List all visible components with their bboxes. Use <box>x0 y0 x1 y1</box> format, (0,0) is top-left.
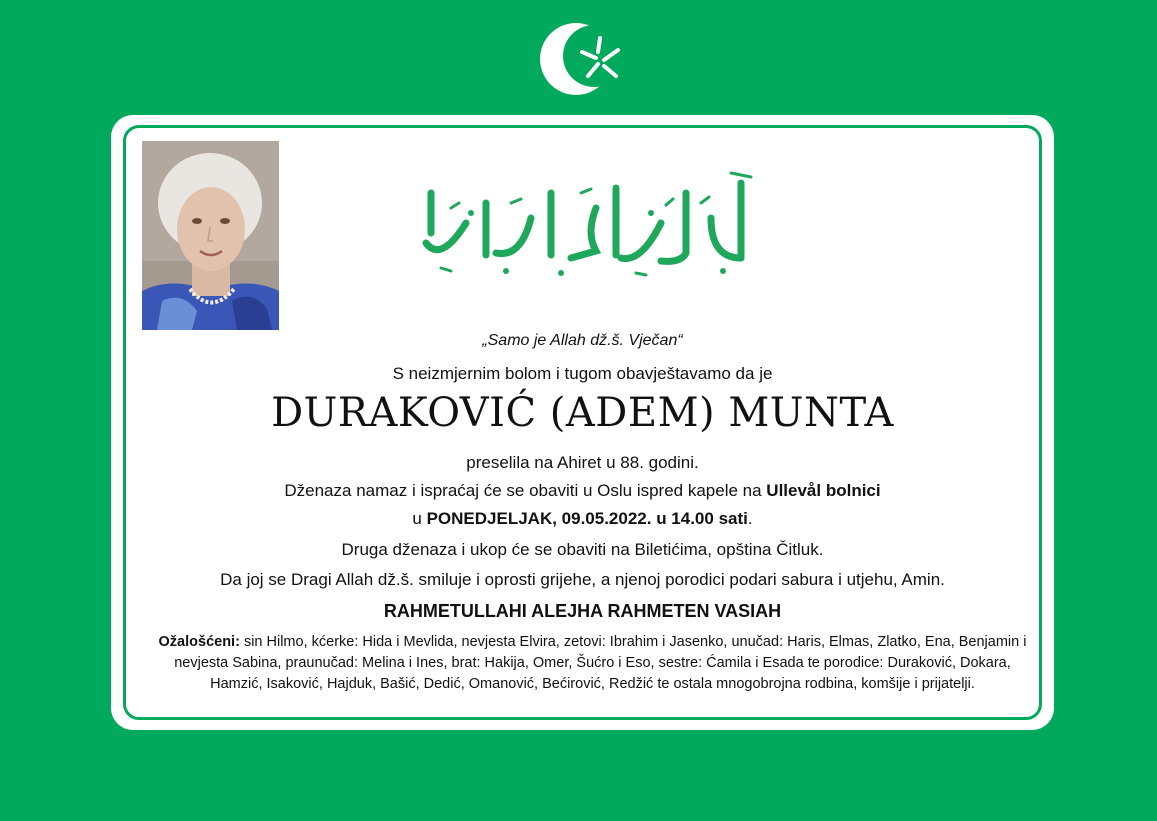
prayer-line: RAHMETULLAHI ALEJHA RAHMETEN VASIAH <box>383 601 782 621</box>
arabic-calligraphy-icon <box>411 163 776 293</box>
age-line: preselila na Ahiret u 88. godini. <box>466 453 699 472</box>
funeral-date-prefix: u <box>412 509 427 528</box>
hospital-name: Ullevål bolnici <box>766 481 881 500</box>
mourners-text: sin Hilmo, kćerke: Hida i Mevlida, nevjesta Elvira, zetovi: Ibrahim i Jasenko, unučad: Haris, Elmas, Zlatko, Ena, Benjamin i nevjesta Sabina, praunučad: Melina i Ines, brat: Hakija, Omer, Šućro i Eso, sestre: Ćamila i Esada te porodice: Duraković, Dokara, Hamzić, Isaković, Hajduk, Bašić, Dedić, Omanović, Bećirović, Redžić te ostala mnogobrojna rodbina, komšije i prijatelji. <box>174 634 1027 692</box>
motto: „Samo je Allah dž.š. Vječan“ <box>482 332 683 349</box>
funeral-date-line <box>111 509 1054 529</box>
burial-line: Druga dženaza i ukop će se obaviti na Biletićima, opština Čitluk. <box>341 540 824 559</box>
deceased-name: DURAKOVIĆ (ADEM) MUNTA <box>271 390 894 436</box>
funeral-location-text: Dženaza namaz i ispraćaj će se obaviti u Oslu ispred kapele na <box>284 481 767 500</box>
portrait-photo <box>142 141 279 330</box>
funeral-date-suffix: . <box>747 509 753 528</box>
obituary-card <box>111 115 1054 730</box>
funeral-date: PONEDJELJAK, 09.05.2022. u 14.00 sati <box>426 509 748 528</box>
mourners-label: Ožalošćeni: <box>158 634 240 650</box>
crescent-star-icon <box>538 16 628 102</box>
dua-line: Da joj se Dragi Allah dž.š. smiluje i oprosti grijehe, a njenoj porodici podari sabura i utjehu, Amin. <box>220 570 945 589</box>
mourners-list <box>151 632 1034 695</box>
funeral-location-line <box>111 481 1054 501</box>
intro-text: S neizmjernim bolom i tugom obavještavamo da je <box>392 364 773 383</box>
